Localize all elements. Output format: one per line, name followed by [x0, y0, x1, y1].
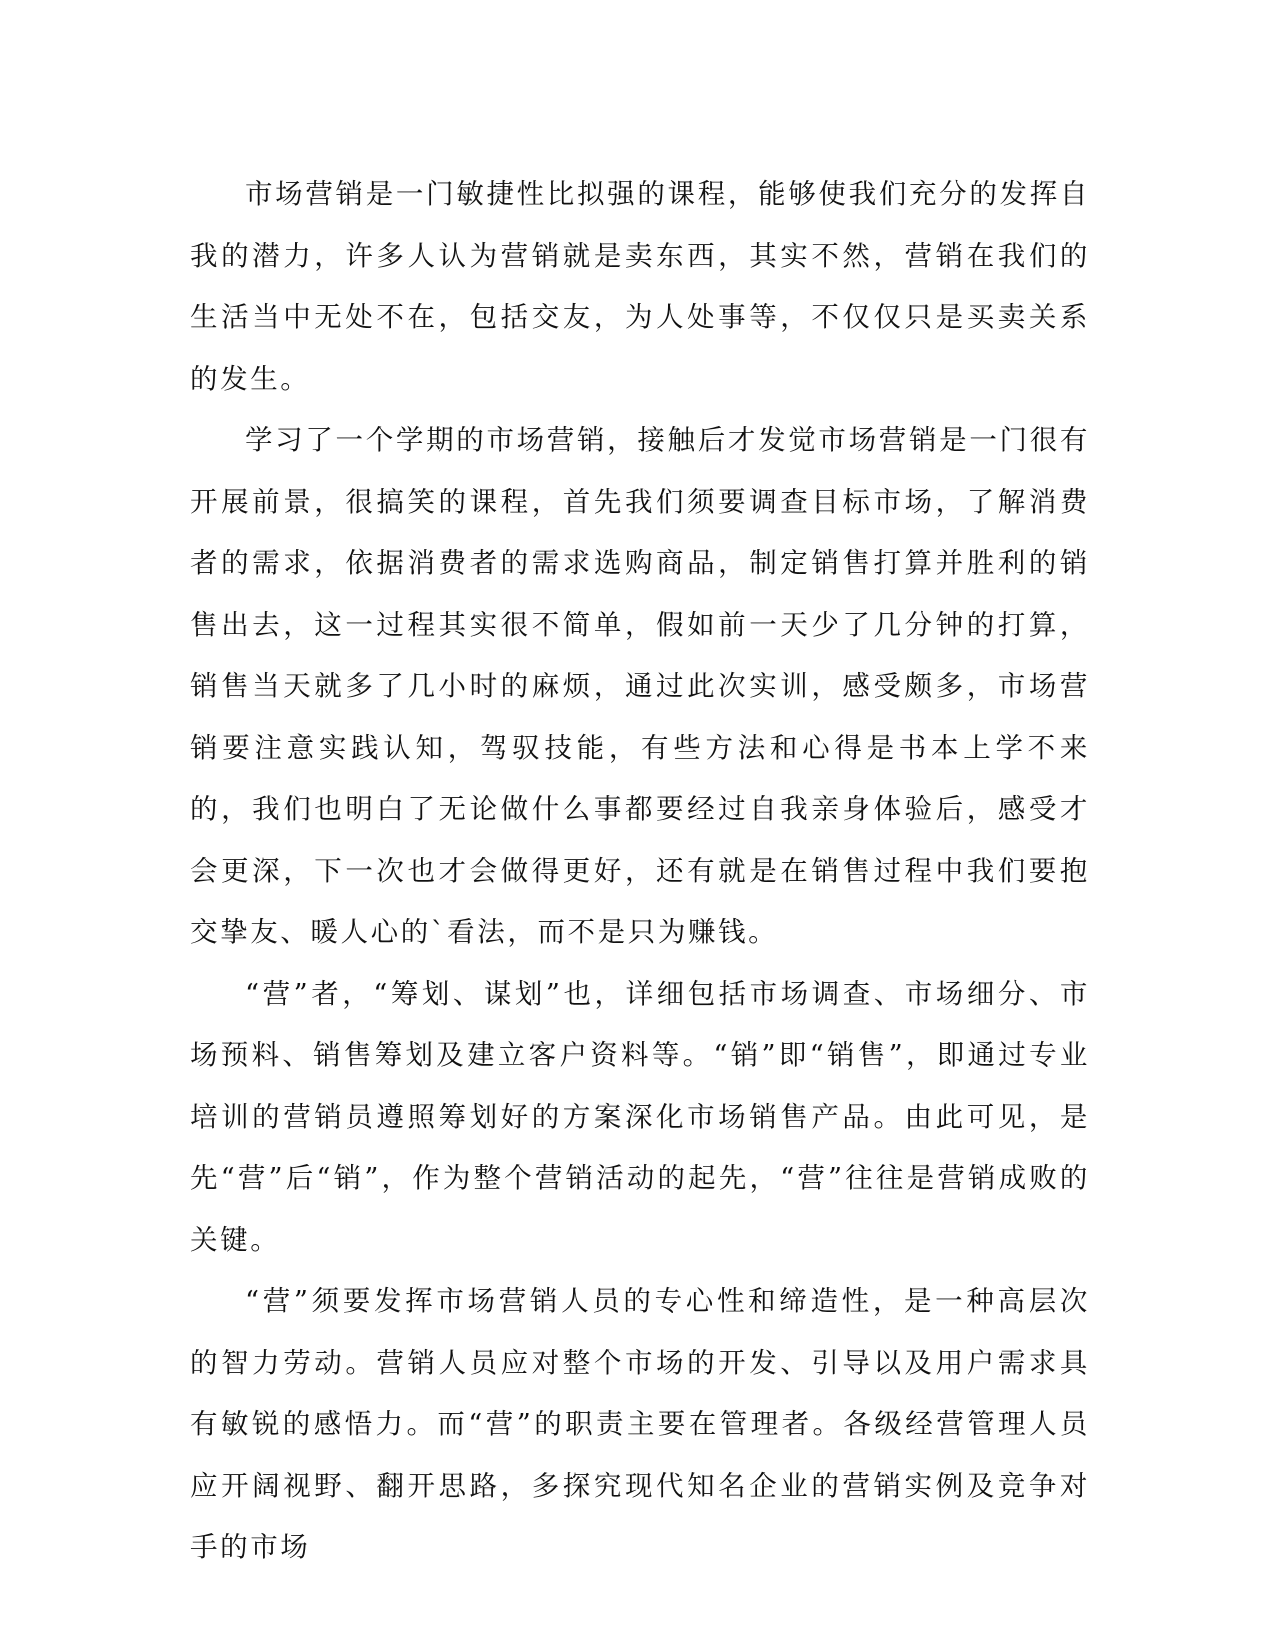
paragraph-3: “营”者，“筹划、谋划”也，详细包括市场调查、市场细分、市场预料、销售筹划及建立客户资料等。“销”即“销售”，即通过专业培训的营销员遵照筹划好的方案深化市场销售产品。由此可见，是先“营”后“销”，作为整个营销活动的起先，“营”往往是营销成败的关键。 [190, 977, 1090, 1256]
paragraph-2: 学习了一个学期的市场营销，接触后才发觉市场营销是一门很有开展前景，很搞笑的课程，首先我们须要调查目标市场，了解消费者的需求，依据消费者的需求选购商品，制定销售打算并胜利的销售出去，这一过程其实很不简单，假如前一天少了几分钟的打算，销售当天就多了几小时的麻烦，通过此次实训，感受颇多，市场营销要注意实践认知，驾驭技能，有些方法和心得是书本上学不来的，我们也明白了无论做什么事都要经过自我亲身体验后，感受才会更深，下一次也才会做得更好，还有就是在销售过程中我们要抱交挚友、暖人心的`看法，而不是只为赚钱。 [190, 424, 1090, 948]
document-body [190, 164, 1090, 1579]
paragraph-4: “营”须要发挥市场营销人员的专心性和缔造性，是一种高层次的智力劳动。营销人员应对整个市场的开发、引导以及用户需求具有敏锐的感悟力。而“营”的职责主要在管理者。各级经营管理人员应开阔视野、翻开思路，多探究现代知名企业的营销实例及竞争对手的市场 [190, 1285, 1090, 1563]
paragraph-1: 市场营销是一门敏捷性比拟强的课程，能够使我们充分的发挥自我的潜力，许多人认为营销就是卖东西，其实不然，营销在我们的生活当中无处不在，包括交友，为人处事等，不仅仅只是买卖关系的发生。 [190, 178, 1090, 395]
